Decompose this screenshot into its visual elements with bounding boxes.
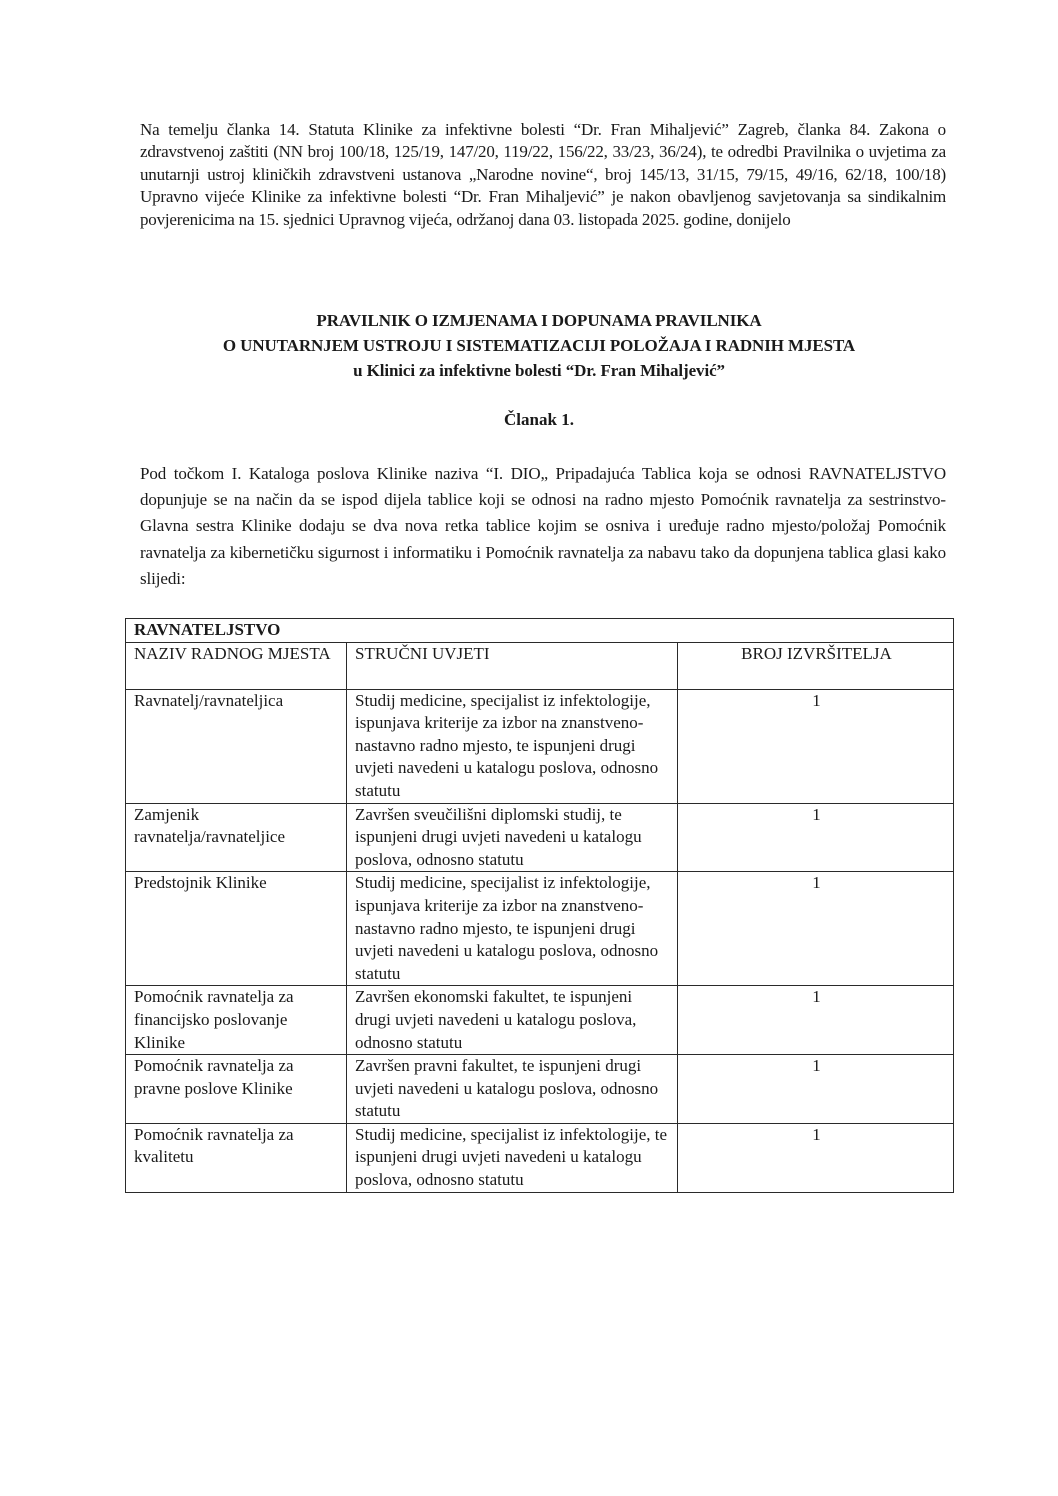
table-row <box>126 872 954 986</box>
section-title: RAVNATELJSTVO <box>126 619 954 643</box>
section-row <box>126 619 954 643</box>
table-row <box>126 986 954 1055</box>
cell-count: 1 <box>678 803 954 872</box>
intro-paragraph: Na temelju članka 14. Statuta Klinike za infektivne bolesti “Dr. Fran Mihaljević” Zagreb, članka 84. Zakona o zdravstvenoj zaštiti (NN broj 100/18, 125/19, 147/20, 119/22, 156/22, 33/23, 36/24), te odredbi Pravilnika o uvjetima za unutarnji ustroj kliničkih zdravstveni ustanova „Narodne novine“, broj 145/13, 31/15, 79/15, 49/16, 62/18, 100/18) Upravno vijeće Klinike za infektivne bolesti “Dr. Fran Mihaljević” je nakon obavljenog savjetovanja sa sindikalnim povjerenicima na 15. sjednici Upravnog vijeća, održanoj dana 03. listopada 2025. godine, donijelo <box>140 120 946 229</box>
article-heading: Članak 1. <box>504 410 574 429</box>
cell-position: Pomoćnik ravnatelja za kvalitetu <box>126 1123 347 1192</box>
header-position: NAZIV RADNOG MJESTA <box>126 642 347 689</box>
cell-requirements: Studij medicine, specijalist iz infektologije, ispunjava kriterije za izbor na znanstveno-nastavno radno mjesto, te ispunjeni drugi uvjeti navedeni u katalogu poslova, odnosno statutu <box>347 872 678 986</box>
cell-position: Ravnatelj/ravnateljica <box>126 689 347 803</box>
table-row <box>126 689 954 803</box>
document-title <box>125 308 953 383</box>
table-row <box>126 1123 954 1192</box>
table-row <box>126 1055 954 1124</box>
cell-count: 1 <box>678 1055 954 1124</box>
cell-count: 1 <box>678 689 954 803</box>
cell-requirements: Završen ekonomski fakultet, te ispunjeni drugi uvjeti navedeni u katalogu poslova, odnosno statutu <box>347 986 678 1055</box>
cell-position: Zamjenik ravnatelja/ravnateljice <box>126 803 347 872</box>
article-paragraph: Pod točkom I. Kataloga poslova Klinike naziva “I. DIO„ Pripadajuća Tablica koja se odnosi RAVNATELJSTVO dopunjuje se na način da se ispod dijela tablice koji se odnosi na radno mjesto Pomoćnik ravnatelja za sestrinstvo-Glavna sestra Klinike dodaju se dva nova retka tablice kojim se osniva i uređuje radno mjesto/položaj Pomoćnik ravnatelja za kibernetičku sigurnost i informatiku i Pomoćnik ravnatelja za nabavu tako da dopunjena tablica glasi kako slijedi: <box>140 464 946 588</box>
cell-position: Predstojnik Klinike <box>126 872 347 986</box>
header-row <box>126 642 954 689</box>
table-row <box>126 803 954 872</box>
header-requirements: STRUČNI UVJETI <box>347 642 678 689</box>
cell-requirements: Završen sveučilišni diplomski studij, te ispunjeni drugi uvjeti navedeni u katalogu poslova, odnosno statutu <box>347 803 678 872</box>
cell-requirements: Studij medicine, specijalist iz infektologije, te ispunjeni drugi uvjeti navedeni u katalogu poslova, odnosno statutu <box>347 1123 678 1192</box>
cell-position: Pomoćnik ravnatelja za financijsko poslovanje Klinike <box>126 986 347 1055</box>
title-line-2: O UNUTARNJEM USTROJU I SISTEMATIZACIJI POLOŽAJA I RADNIH MJESTA <box>222 336 856 355</box>
header-count: BROJ IZVRŠITELJA <box>678 642 954 689</box>
cell-position: Pomoćnik ravnatelja za pravne poslove Klinike <box>126 1055 347 1124</box>
title-line-3: u Klinici za infektivne bolesti “Dr. Fran Mihaljević” <box>353 361 725 380</box>
title-line-1: PRAVILNIK O IZMJENAMA I DOPUNAMA PRAVILNIKA <box>316 311 762 330</box>
cell-requirements: Studij medicine, specijalist iz infektologije, ispunjava kriterije za izbor na znanstveno-nastavno radno mjesto, te ispunjeni drugi uvjeti navedeni u katalogu poslova, odnosno statutu <box>347 689 678 803</box>
cell-requirements: Završen pravni fakultet, te ispunjeni drugi uvjeti navedeni u katalogu poslova, odnosno statutu <box>347 1055 678 1124</box>
cell-count: 1 <box>678 872 954 986</box>
catalog-table <box>125 618 954 1193</box>
cell-count: 1 <box>678 986 954 1055</box>
cell-count: 1 <box>678 1123 954 1192</box>
